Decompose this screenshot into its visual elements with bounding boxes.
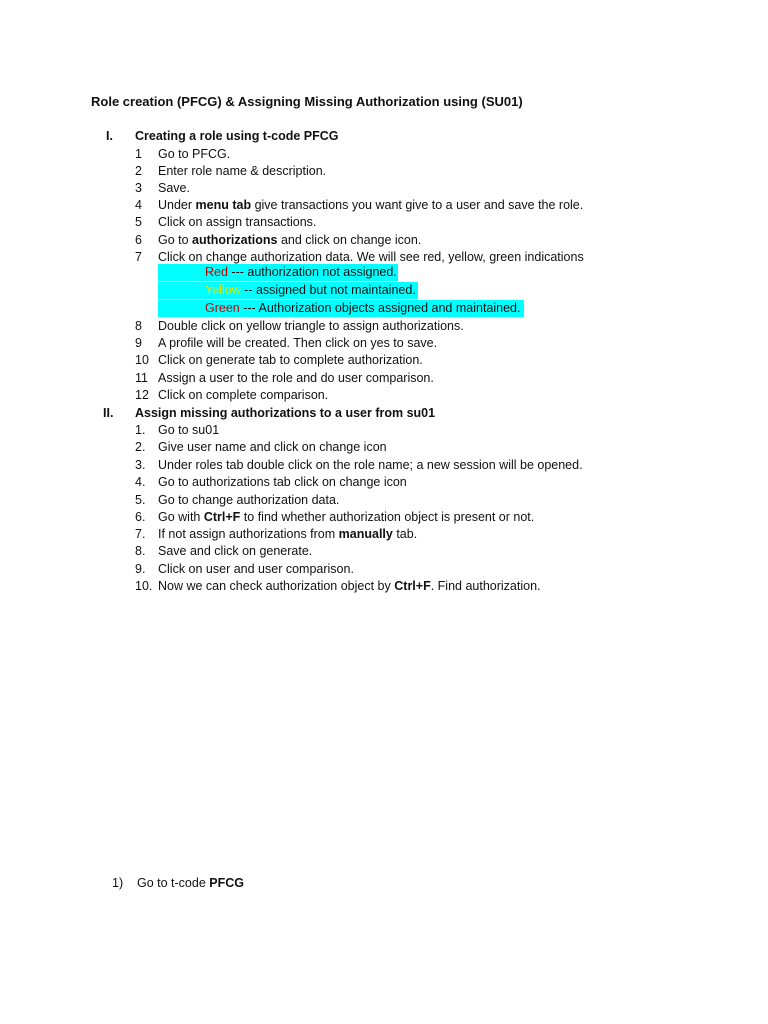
list-item-number: 10. — [135, 579, 153, 593]
list-item-number: 9. — [135, 562, 146, 576]
list-item-text: Enter role name & description. — [158, 164, 327, 178]
list-item-text: Go to authorizations and click on change icon. — [158, 233, 422, 247]
footer-step-number: 1) — [112, 876, 124, 890]
legend-green: Green --- Authorization objects assigned and maintained. — [205, 301, 521, 315]
list-item-text: Go to PFCG. — [158, 147, 231, 161]
list-item-text: Click on complete comparison. — [158, 388, 329, 402]
list-item-text: Click on change authorization data. We will see red, yellow, green indications — [158, 250, 584, 264]
list-item-number: 10 — [135, 353, 149, 367]
list-item-number: 4 — [135, 198, 142, 212]
list-item-text: Now we can check authorization object by Ctrl+F. Find authorization. — [158, 579, 541, 593]
list-item-text: Go to authorizations tab click on change icon — [158, 475, 407, 489]
section-1-title: Creating a role using t-code PFCG — [135, 129, 339, 143]
section-2-title: Assign missing authorizations to a user from su01 — [135, 406, 436, 420]
list-item-number: 1. — [135, 423, 146, 437]
list-item-number: 6. — [135, 510, 146, 524]
list-item-text: Give user name and click on change icon — [158, 440, 387, 454]
list-item-number: 2. — [135, 440, 146, 454]
list-item-text: Under roles tab double click on the role name; a new session will be opened. — [158, 458, 583, 472]
list-item-text: Click on generate tab to complete authorization. — [158, 353, 423, 367]
section-2-number: II. — [103, 406, 114, 420]
list-item-number: 6 — [135, 233, 142, 247]
list-item-number: 9 — [135, 336, 142, 350]
list-item-text: Under menu tab give transactions you want give to a user and save the role. — [158, 198, 584, 212]
list-item-number: 4. — [135, 475, 146, 489]
list-item-number: 7 — [135, 250, 142, 264]
list-item-number: 7. — [135, 527, 146, 541]
list-item-number: 2 — [135, 164, 142, 178]
list-item-text: Assign a user to the role and do user comparison. — [158, 371, 434, 385]
document-title: Role creation (PFCG) & Assigning Missing Authorization using (SU01) — [91, 94, 523, 109]
list-item-text: Go to su01 — [158, 423, 220, 437]
list-item-number: 8. — [135, 544, 146, 558]
list-item-number: 5 — [135, 215, 142, 229]
list-item-text: Save and click on generate. — [158, 544, 313, 558]
list-item-number: 5. — [135, 493, 146, 507]
list-item-text: Click on user and user comparison. — [158, 562, 354, 576]
list-item-text: Go with Ctrl+F to find whether authorization object is present or not. — [158, 510, 535, 524]
list-item-number: 11 — [135, 371, 148, 385]
list-item-number: 3. — [135, 458, 146, 472]
list-item-text: A profile will be created. Then click on yes to save. — [158, 336, 438, 350]
list-item-text: If not assign authorizations from manually tab. — [158, 527, 418, 541]
list-item-number: 1 — [135, 147, 142, 161]
list-item-text: Go to change authorization data. — [158, 493, 340, 507]
list-item-number: 8 — [135, 319, 142, 333]
list-item-text: Save. — [158, 181, 190, 195]
legend-yellow: Yellow -- assigned but not maintained. — [205, 283, 416, 297]
legend-red: Red --- authorization not assigned. — [205, 265, 397, 279]
section-1-number: I. — [106, 129, 113, 143]
list-item-text: Click on assign transactions. — [158, 215, 317, 229]
list-item-number: 3 — [135, 181, 142, 195]
list-item-text: Double click on yellow triangle to assign authorizations. — [158, 319, 464, 333]
list-item-number: 12 — [135, 388, 149, 402]
footer-step-text: Go to t-code PFCG — [137, 876, 244, 890]
